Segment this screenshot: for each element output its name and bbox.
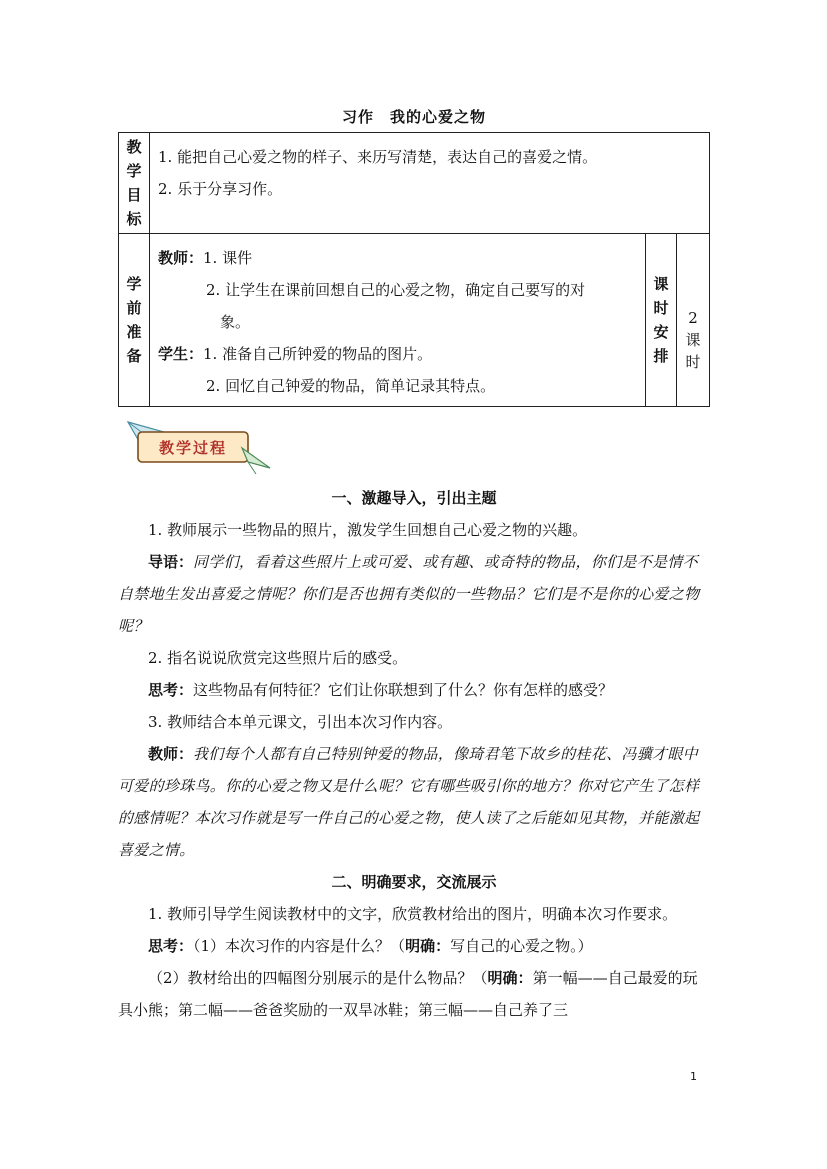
goal-content	[150, 133, 710, 234]
lesson-prep-table	[118, 132, 710, 407]
banner-text: 教学过程	[158, 439, 228, 457]
paragraph: 导语：同学们，看着这些照片上或可爱、或有趣、或奇特的物品，你们是不是情不自禁地生发出喜爱之情呢？你们是否也拥有类似的一些物品？它们是不是你的心爱之物呢？	[118, 553, 700, 635]
teacher-label: 教师：	[158, 249, 204, 267]
paragraph: 教师：我们每个人都有自己特别钟爱的物品，像琦君笔下故乡的桂花、冯骥才眼中可爱的珍珠鸟。你的心爱之物又是什么呢？它有哪些吸引你的地方？你对它产生了怎样的感情呢？本次习作就是写一件自己的心爱之物，使人读了之后能如见其物，并能激起喜爱之情。	[118, 745, 700, 859]
paragraph: 3. 教师结合本单元课文，引出本次习作内容。	[148, 713, 453, 731]
paragraph: （2）教材给出的四幅图分别展示的是什么物品？（明确：第一幅——自己最爱的玩具小熊；第二幅——爸爸奖励的一双旱冰鞋；第三幅——自己养了三	[118, 969, 698, 1019]
paragraph: 思考：（1）本次习作的内容是什么？（明确：写自己的心爱之物。）	[148, 937, 593, 955]
paragraph: 1. 教师展示一些物品的照片，激发学生回想自己心爱之物的兴趣。	[148, 521, 588, 539]
student-label: 学生：	[158, 345, 204, 363]
teacher-item: 象。	[220, 313, 251, 331]
prep-label: 学 前 准 备	[119, 234, 150, 407]
goal-label: 教 学 目 标	[119, 133, 150, 234]
paragraph: 思考：这些物品有何特征？它们让你联想到了什么？你有怎样的感受？	[148, 681, 614, 699]
hours-value: 2 课 时	[677, 234, 710, 407]
page-title: 习作 我的心爱之物	[341, 108, 486, 126]
prep-content: 教师：1. 课件 2. 让学生在课前回想自己的心爱之物，确定自己要写的对 象。 学生：1. 准备自己所钟爱的物品的图片。 2. 回忆自己钟爱的物品，简单记录其特点。	[150, 234, 646, 407]
student-item: 2. 回忆自己钟爱的物品，简单记录其特点。	[206, 377, 496, 395]
paragraph: 1. 教师引导学生阅读教材中的文字，欣赏教材给出的图片，明确本次习作要求。	[148, 905, 678, 923]
schedule-label: 课 时 安 排	[646, 234, 677, 407]
teaching-process-banner	[124, 418, 274, 480]
goal-item: 1. 能把自己心爱之物的样子、来历写清楚，表达自己的喜爱之情。	[158, 148, 598, 166]
lesson-body	[118, 482, 710, 1026]
paper-plane-icon	[242, 448, 270, 468]
section-heading: 一、激趣导入，引出主题	[331, 489, 497, 507]
goal-item: 2. 乐于分享习作。	[158, 180, 283, 198]
teacher-item: 2. 让学生在课前回想自己的心爱之物，确定自己要写的对	[206, 281, 586, 299]
paragraph: 2. 指名说说欣赏完这些照片后的感受。	[148, 649, 408, 667]
section-heading: 二、明确要求，交流展示	[331, 873, 497, 891]
page-number: 1	[690, 1070, 697, 1083]
